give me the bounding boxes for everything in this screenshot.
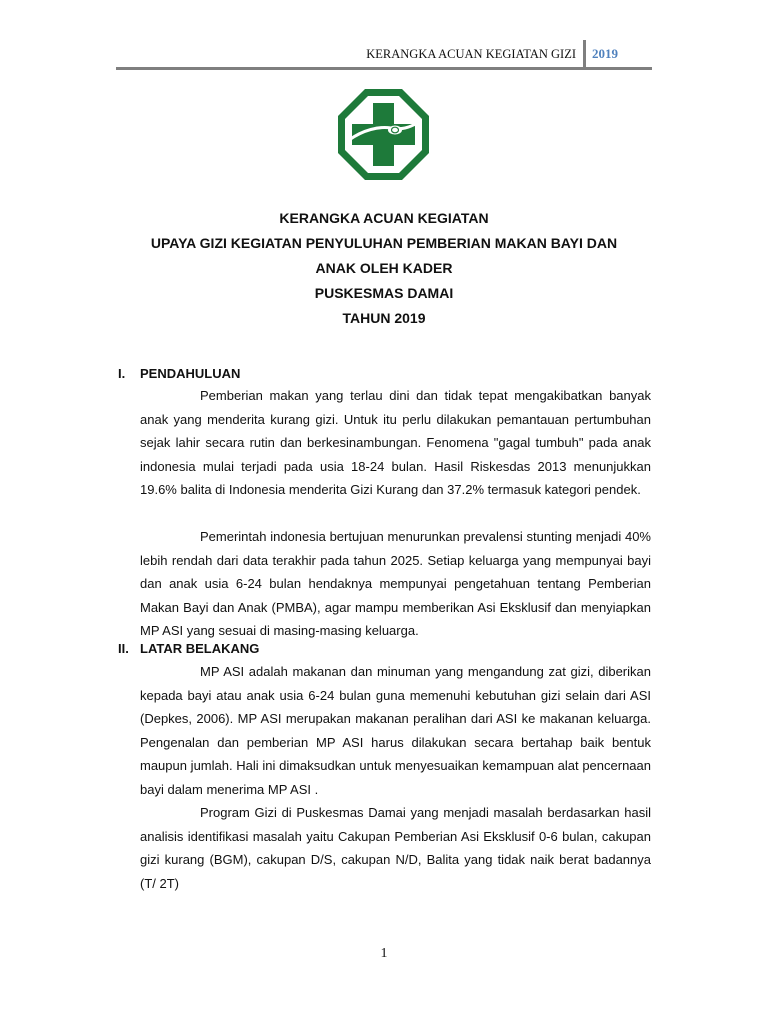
section-number: II. bbox=[118, 641, 129, 656]
page-number: 1 bbox=[380, 946, 388, 961]
paragraph: Pemberian makan yang terlau dini dan tidak tepat mengakibatkan banyak anak yang menderita kurang gizi. Untuk itu perlu dilakukan pemantauan pertumbuhan sejak lahir secara rutin dan berkesinambungan. Fenomena "gagal tumbuh" pada anak indonesia mulai terjadi pada usia 18-24 bulan. Hasil Riskesdas 2013 menunjukkan 19.6% balita di Indonesia menderita Gizi Kurang dan 37.2% termasuk kategori pendek. bbox=[140, 388, 651, 497]
health-cross-logo-icon bbox=[335, 86, 432, 183]
paragraph: MP ASI adalah makanan dan minuman yang mengandung zat gizi, diberikan kepada bayi atau anak usia 6-24 bulan guna memenuhi kebutuhan gizi selain dari ASI (Depkes, 2006). MP ASI merupakan makanan peralihan dari ASI ke makanan keluarga. Pengenalan dan pemberian MP ASI harus dilakukan secara bertahap baik bentuk maupun jumlah. Hali ini dimaksudkan untuk menyesuaikan kemampuan alat pencernaan bayi dalam menerima MP ASI . bbox=[140, 664, 651, 797]
section-label: LATAR BELAKANG bbox=[140, 641, 260, 656]
header-title: KERANGKA ACUAN KEGIATAN GIZI bbox=[366, 47, 576, 61]
paragraph: Pemerintah indonesia bertujuan menurunkan prevalensi stunting menjadi 40% lebih rendah dari data terakhir pada tahun 2025. Setiap keluarga yang mempunyai bayi dan anak usia 6-24 bulan hendaknya mempunyai pengetahuan tentang Pemberian Makan Bayi dan Anak (PMBA), agar mampu memberikan Asi Eksklusif dan menyiapkan MP ASI yang sesuai di masing-masing keluarga. bbox=[140, 529, 651, 638]
header-year: 2019 bbox=[592, 46, 618, 61]
section-heading-latar-belakang bbox=[118, 641, 259, 656]
title-line: KERANGKA ACUAN KEGIATAN bbox=[279, 210, 489, 226]
title-line: ANAK OLEH KADER bbox=[315, 260, 453, 276]
section-heading-pendahuluan bbox=[118, 366, 240, 381]
header-rule bbox=[116, 67, 652, 70]
section-label: PENDAHULUAN bbox=[140, 366, 241, 381]
document-title bbox=[0, 206, 768, 331]
page-header bbox=[116, 40, 652, 70]
title-line: PUSKESMAS DAMAI bbox=[314, 285, 454, 301]
title-line: UPAYA GIZI KEGIATAN PENYULUHAN PEMBERIAN MAKAN BAYI DAN bbox=[150, 235, 618, 251]
paragraph: Program Gizi di Puskesmas Damai yang menjadi masalah berdasarkan hasil analisis identifikasi masalah yaitu Cakupan Pemberian Asi Eksklusif 0-6 bulan, cakupan gizi kurang (BGM), cakupan D/S, cakupan N/D, Balita yang tidak naik berat badannya (T/ 2T) bbox=[140, 805, 651, 891]
title-line: TAHUN 2019 bbox=[342, 310, 426, 326]
header-separator bbox=[583, 40, 586, 68]
section-number: I. bbox=[118, 366, 126, 381]
